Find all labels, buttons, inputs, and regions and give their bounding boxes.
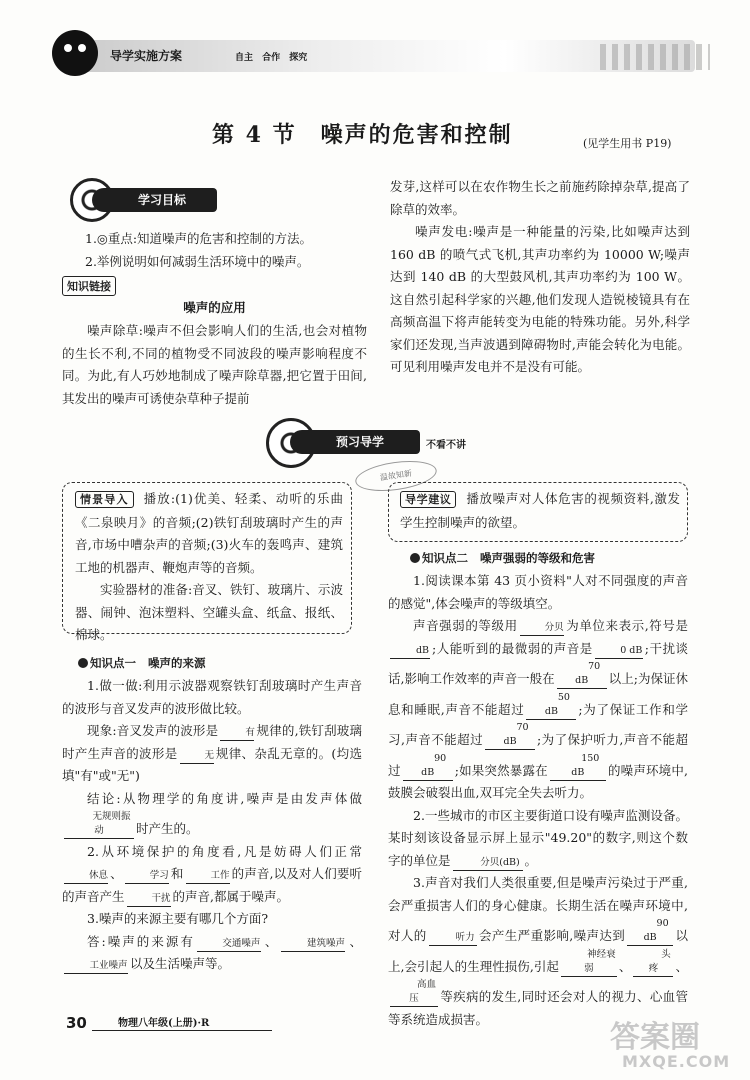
- kp1-question-1: 1.做一做:利用示波器观察铁钉刮玻璃时产生声音的波形与音叉发声的波形做比较。: [62, 678, 362, 716]
- kp1-label: 知识点一: [90, 656, 136, 670]
- knowledge-link-tag: 知识链接: [62, 276, 116, 296]
- scene-intro-text: 播放:(1)优美、轻柔、动听的乐曲《二泉映月》的音频;(2)铁钉刮玻璃时产生的声音,市场中嘈杂声的音频;(3)火车的轰鸣声、建筑工地的机器声、鞭炮声等的音频。: [75, 491, 343, 575]
- header-title: 导学实施方案: [110, 49, 183, 63]
- kp2-question-2: 2.一些城市的市区主要街道口设有噪声监测设备。某时刻该设备显示屏上显示"49.20"的数字,则这个数字的单位是 分贝(dB) 。: [388, 805, 688, 873]
- scene-intro-content: [75, 488, 343, 647]
- kp2-body: [388, 570, 688, 1031]
- footer-book-title: 物理八年级(上册)·R: [118, 1018, 210, 1029]
- answer-blank: 工作: [186, 869, 230, 884]
- scene-intro-tag: 情景导入: [75, 491, 134, 508]
- preview-banner: 预习导学: [290, 430, 420, 454]
- weeding-paragraph-end: 发芽,这样可以在农作物生长之前施药除掉杂草,提高了除草的效率。: [390, 179, 690, 217]
- kp2-label: 知识点二: [422, 551, 468, 565]
- answer-blank: 分贝(dB): [453, 856, 523, 871]
- knowledge-link-col2: [390, 176, 690, 379]
- kp1-question-2: 2.从环境保护的角度看,凡是妨碍人们正常休息 、 学习 和 工作 的声音,以及对人们要听的声音产生 干扰 的声音,都属于噪声。: [62, 841, 362, 909]
- kp2-bullet-icon: [410, 553, 420, 563]
- answer-blank: 50 dB: [526, 691, 576, 720]
- answer-blank: 有: [220, 726, 254, 741]
- answer-blank: 70 dB: [557, 660, 607, 689]
- knowledge-link-subtitle: 噪声的应用: [183, 300, 246, 315]
- watermark-url: MXQE.COM: [622, 1052, 731, 1071]
- answer-blank: 70 dB: [485, 721, 535, 750]
- kp2-heading: [410, 550, 595, 566]
- answer-blank: 无: [180, 749, 214, 764]
- kp1-answer: 答:噪声的来源有 交通噪声 、 建筑噪声 、工业噪声 以及生活噪声等。: [62, 931, 362, 976]
- kp2-question-1: 1.阅读课本第 43 页小资料"人对不同强度的声音的感觉",体会噪声的等级填空。: [388, 573, 688, 611]
- section-title: 第 4 节 噪声的危害和控制: [212, 122, 513, 148]
- kp2-question-3: 3.声音对我们人类很重要,但是噪声污染过于严重,会严重损害人们的身心健康。长期生活在噪声环境中,对人的 听力 会产生严重影响,噪声达到90 dB 以上,会引起人的生理性损伤,引起神经衰弱 、头疼 、高血压 等疾病的发生,同时还会对人的视力、心血管等系统造成损害。: [388, 875, 688, 1027]
- kp2-sound-levels: 声音强弱的等级用 分贝 为单位来表示,符号是dB ;人能听到的最微弱的声音是 0 dB ;干扰谈话,影响工作效率的声音一般在70 dB 以上;为保证休息和睡眠,声音不能超过50 dB ;为了保证工作和学习,声音不能超过70 dB ;为了保护听力,声音不能超过90 dB ;如果突然暴露在150 dB 的噪声环境中,鼓膜会破裂出血,双耳完全失去听力。: [388, 618, 688, 800]
- header-stripes: [600, 44, 710, 70]
- answer-blank: 听力: [429, 931, 477, 946]
- kp2-title: 噪声强弱的等级和危害: [480, 551, 596, 565]
- answer-blank: 学习: [125, 869, 169, 884]
- answer-blank: dB: [390, 644, 430, 659]
- answer-blank: 干扰: [127, 892, 171, 907]
- kp1-conclusion: 结论:从物理学的角度讲,噪声是由发声体做无规则振动 时产生的。: [62, 788, 362, 841]
- kp1-heading: [78, 655, 206, 671]
- answer-blank: 分贝: [520, 621, 564, 636]
- answer-blank: 无规则振动: [64, 810, 134, 839]
- answer-blank: 建筑噪声: [281, 937, 345, 952]
- answer-blank: 90 dB: [627, 917, 673, 946]
- answer-blank: 休息: [64, 869, 108, 884]
- guide-suggestion-content: [400, 488, 680, 534]
- answer-blank: 工业噪声: [64, 959, 128, 974]
- study-goals-banner: 学习目标: [92, 188, 217, 212]
- guide-suggestion-tag: 导学建议: [400, 491, 456, 508]
- header-tags: 自主 合作 探究: [235, 53, 308, 63]
- kp1-bullet-icon: [78, 658, 88, 668]
- study-goals-list: [85, 228, 370, 273]
- study-goal-item: 2.举例说明如何减弱生活环境中的噪声。: [85, 253, 310, 269]
- page-number: 30: [66, 1014, 87, 1032]
- knowledge-link-col1: 噪声除草:噪声不但会影响人们的生活,也会对植物的生长不利,不同的植物受不同波段的噪声影响程度不同。为此,有人巧妙地制成了噪声除草器,把它置于田间,其发出的噪声可诱使杂草种子提前: [62, 323, 367, 406]
- scene-intro-equipment: 实验器材的准备:音叉、铁钉、玻璃片、示波器、闹钟、泡沫塑料、空罐头盒、纸盒、报纸、棉球。: [75, 582, 343, 642]
- study-goal-item: 1.◎重点:知道噪声的危害和控制的方法。: [85, 231, 313, 246]
- kp1-observation: 现象:音叉发声的波形是 有规律的,铁钉刮玻璃时产生声音的波形是 无规律、杂乱无章的。(均选填"有"或"无"): [62, 723, 362, 783]
- answer-blank: 90 dB: [403, 752, 453, 781]
- watermark-logo: 答案圈: [610, 1020, 700, 1055]
- preview-side-note: 不看不讲: [426, 440, 466, 451]
- preview-stamp: 温故知新: [353, 456, 438, 495]
- answer-blank: 交通噪声: [197, 937, 261, 952]
- kp1-title: 噪声的来源: [148, 656, 206, 670]
- kp1-question-3: 3.噪声的来源主要有哪几个方面?: [87, 911, 269, 926]
- answer-blank: 神经衰弱: [561, 948, 617, 977]
- answer-blank: 高血压: [390, 978, 438, 1007]
- kp1-body: [62, 675, 362, 976]
- guide-suggestion-text: 播放噪声对人体危害的视频资料,激发学生控制噪声的欲望。: [400, 491, 680, 530]
- section-reference: (见学生用书 P19): [583, 137, 672, 150]
- footer-rule: [92, 1030, 272, 1031]
- mascot-logo-icon: [52, 30, 98, 76]
- answer-blank: 0 dB: [595, 644, 643, 659]
- noise-power-paragraph: 噪声发电:噪声是一种能量的污染,比如噪声达到 160 dB 的喷气式飞机,其声功率约为 10000 W;噪声达到 140 dB 的大型鼓风机,其声功率约为 100 W。这自然引起科学家的兴趣,他们发现人造锐棱镜具有在高频高温下将声能转变为电能的特殊功能。另外,科学家们还发现,当声波遇到障碍物时,声能会转化为电能。可见利用噪声发电并不是没有可能。: [390, 224, 690, 374]
- answer-blank: 150 dB: [550, 752, 606, 781]
- answer-blank: 头疼: [633, 948, 673, 977]
